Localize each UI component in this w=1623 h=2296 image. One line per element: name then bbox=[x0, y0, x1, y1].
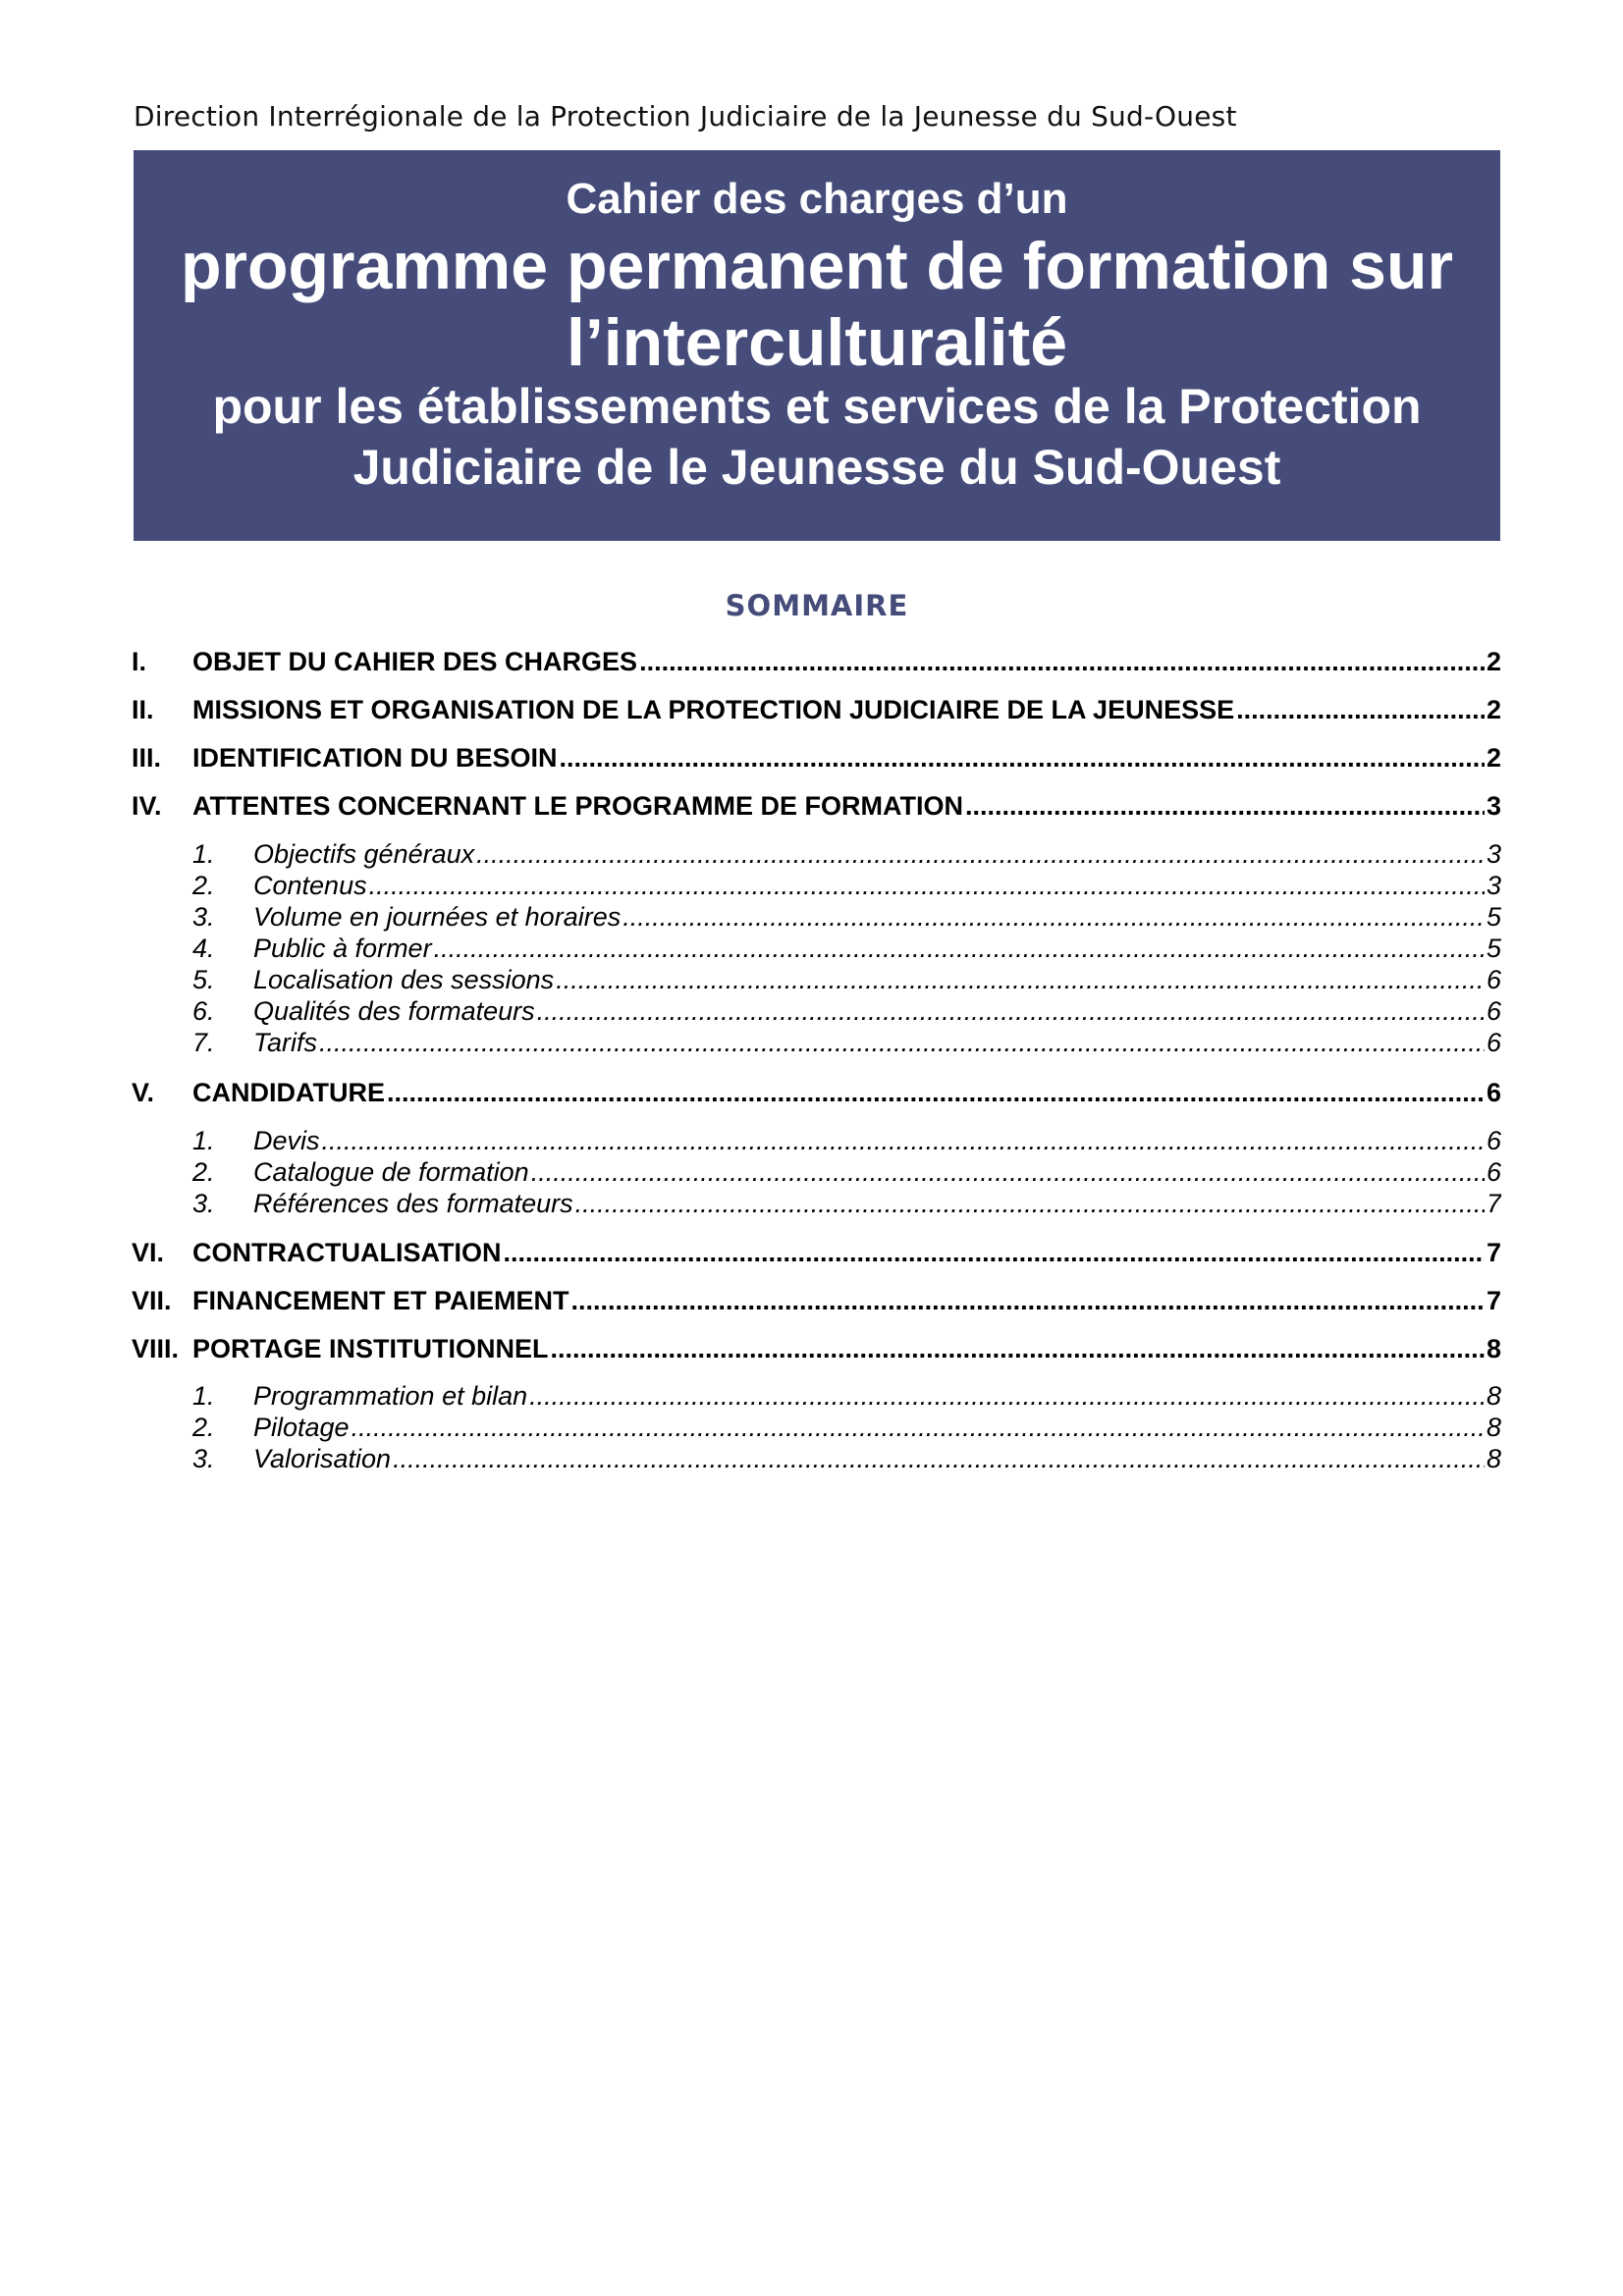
toc-number: VI. bbox=[132, 1238, 165, 1267]
toc-leader bbox=[369, 870, 1485, 901]
toc-label: Tarifs bbox=[253, 1028, 318, 1057]
toc-label: Références des formateurs bbox=[253, 1189, 573, 1218]
toc-number: 2. bbox=[192, 1413, 215, 1442]
toc-page: 3 bbox=[1486, 871, 1501, 900]
toc-label: Valorisation bbox=[253, 1444, 392, 1473]
toc-number: 1. bbox=[192, 1381, 215, 1411]
toc-label: FINANCEMENT ET PAIEMENT bbox=[192, 1286, 569, 1315]
organization-header: Direction Interrégionale de la Protection Judiciaire de la Jeunesse du Sud-Ouest bbox=[134, 100, 1237, 133]
toc-entry[interactable] bbox=[132, 1284, 1501, 1317]
toc-leader bbox=[393, 1443, 1485, 1474]
toc-leader bbox=[529, 1380, 1485, 1412]
toc-number: 2. bbox=[192, 871, 215, 900]
banner-line-4: pour les établissements et services de la Protection bbox=[212, 379, 1422, 434]
toc-page: 2 bbox=[1486, 695, 1501, 724]
toc-subentry[interactable] bbox=[132, 1156, 1501, 1188]
toc-subentry[interactable] bbox=[132, 1125, 1501, 1156]
toc-page: 6 bbox=[1486, 1028, 1501, 1057]
toc-label: CANDIDATURE bbox=[192, 1078, 385, 1107]
toc-number: VII. bbox=[132, 1286, 172, 1315]
toc-leader bbox=[571, 1284, 1485, 1317]
toc-entry[interactable] bbox=[132, 1076, 1501, 1109]
toc-label: Devis bbox=[253, 1126, 320, 1155]
toc-label: Pilotage bbox=[253, 1413, 350, 1442]
toc-entry[interactable] bbox=[132, 741, 1501, 774]
toc-subentry[interactable] bbox=[132, 995, 1501, 1027]
toc-page: 5 bbox=[1486, 902, 1501, 932]
toc-page: 8 bbox=[1486, 1381, 1501, 1411]
toc-number: 3. bbox=[192, 1444, 215, 1473]
toc-page: 6 bbox=[1486, 996, 1501, 1026]
toc-subentry[interactable] bbox=[132, 1412, 1501, 1443]
toc-number: 1. bbox=[192, 1126, 215, 1155]
banner-line-3: l’interculturalité bbox=[566, 305, 1068, 380]
banner-line-5: Judiciaire de le Jeunesse du Sud-Ouest bbox=[352, 440, 1281, 495]
toc-label: Public à former bbox=[253, 934, 432, 963]
toc-leader bbox=[503, 1236, 1485, 1269]
toc-leader bbox=[622, 901, 1485, 933]
toc-leader bbox=[434, 933, 1485, 964]
toc-label: Qualités des formateurs bbox=[253, 996, 535, 1026]
toc-leader bbox=[476, 838, 1485, 870]
toc-page: 8 bbox=[1486, 1444, 1501, 1473]
toc-leader bbox=[639, 645, 1485, 678]
toc-leader bbox=[322, 1125, 1485, 1156]
toc-number: 2. bbox=[192, 1157, 215, 1187]
toc-number: IV. bbox=[132, 791, 162, 821]
toc-page: 7 bbox=[1486, 1286, 1501, 1315]
toc-label: PORTAGE INSTITUTIONNEL bbox=[192, 1334, 549, 1363]
toc-leader bbox=[537, 995, 1485, 1027]
toc-label: Objectifs généraux bbox=[253, 839, 475, 869]
toc-page: 6 bbox=[1486, 965, 1501, 994]
toc-page: 6 bbox=[1486, 1126, 1501, 1155]
toc-number: 6. bbox=[192, 996, 215, 1026]
toc-page: 5 bbox=[1486, 934, 1501, 963]
toc-page: 3 bbox=[1486, 791, 1501, 821]
toc-entry[interactable] bbox=[132, 789, 1501, 823]
toc-label: ATTENTES CONCERNANT LE PROGRAMME DE FORMATION bbox=[192, 791, 963, 821]
toc-label: OBJET DU CAHIER DES CHARGES bbox=[192, 647, 638, 676]
toc-subentry[interactable] bbox=[132, 964, 1501, 995]
toc-page: 8 bbox=[1486, 1413, 1501, 1442]
toc-subentry[interactable] bbox=[132, 901, 1501, 933]
toc-number: 5. bbox=[192, 965, 215, 994]
toc-label: CONTRACTUALISATION bbox=[192, 1238, 502, 1267]
banner-line-1: Cahier des charges d’un bbox=[566, 175, 1068, 223]
banner-line-2: programme permanent de formation sur bbox=[180, 229, 1454, 303]
toc-subentry[interactable] bbox=[132, 1443, 1501, 1474]
toc-number: V. bbox=[132, 1078, 155, 1107]
toc-number: II. bbox=[132, 695, 154, 724]
toc-leader bbox=[965, 789, 1485, 823]
toc-page: 7 bbox=[1486, 1189, 1501, 1218]
toc-page: 3 bbox=[1486, 839, 1501, 869]
toc-subentry[interactable] bbox=[132, 870, 1501, 901]
toc-entry[interactable] bbox=[132, 645, 1501, 678]
toc-number: III. bbox=[132, 743, 162, 773]
toc-label: Localisation des sessions bbox=[253, 965, 555, 994]
toc-subentry[interactable] bbox=[132, 1380, 1501, 1412]
toc-leader bbox=[531, 1156, 1485, 1188]
toc-page: 6 bbox=[1486, 1078, 1501, 1107]
toc-page: 7 bbox=[1486, 1238, 1501, 1267]
toc-page: 6 bbox=[1486, 1157, 1501, 1187]
toc-number: 1. bbox=[192, 839, 215, 869]
title-banner bbox=[134, 150, 1500, 541]
toc-entry[interactable] bbox=[132, 1236, 1501, 1269]
toc-number: 3. bbox=[192, 902, 215, 932]
toc-entry[interactable] bbox=[132, 1332, 1501, 1365]
toc-leader bbox=[1236, 693, 1485, 726]
toc-label: Contenus bbox=[253, 871, 367, 900]
toc-label: Catalogue de formation bbox=[253, 1157, 529, 1187]
toc-subentry[interactable] bbox=[132, 1027, 1501, 1058]
toc-leader bbox=[319, 1027, 1485, 1058]
toc-leader bbox=[560, 741, 1485, 774]
toc-entry[interactable] bbox=[132, 693, 1501, 726]
toc-leader bbox=[352, 1412, 1485, 1443]
toc-page: 8 bbox=[1486, 1334, 1501, 1363]
toc-label: IDENTIFICATION DU BESOIN bbox=[192, 743, 558, 773]
toc-page: 2 bbox=[1486, 647, 1501, 676]
toc-number: 7. bbox=[192, 1028, 215, 1057]
toc-leader bbox=[387, 1076, 1485, 1109]
toc-subentry[interactable] bbox=[132, 838, 1501, 870]
toc-label: MISSIONS ET ORGANISATION DE LA PROTECTION JUDICIAIRE DE LA JEUNESSE bbox=[192, 695, 1235, 724]
toc-subentry[interactable] bbox=[132, 933, 1501, 964]
toc-number: VIII. bbox=[132, 1334, 180, 1363]
toc-number: I. bbox=[132, 647, 147, 676]
toc-number: 4. bbox=[192, 934, 215, 963]
toc-leader bbox=[556, 964, 1485, 995]
toc-label: Volume en journées et horaires bbox=[253, 902, 622, 932]
toc-label: Programmation et bilan bbox=[253, 1381, 528, 1411]
toc-leader bbox=[575, 1188, 1485, 1219]
sommaire-title: SOMMAIRE bbox=[725, 589, 909, 622]
toc-page: 2 bbox=[1486, 743, 1501, 773]
toc-leader bbox=[551, 1332, 1485, 1365]
toc-subentry[interactable] bbox=[132, 1188, 1501, 1219]
toc-number: 3. bbox=[192, 1189, 215, 1218]
